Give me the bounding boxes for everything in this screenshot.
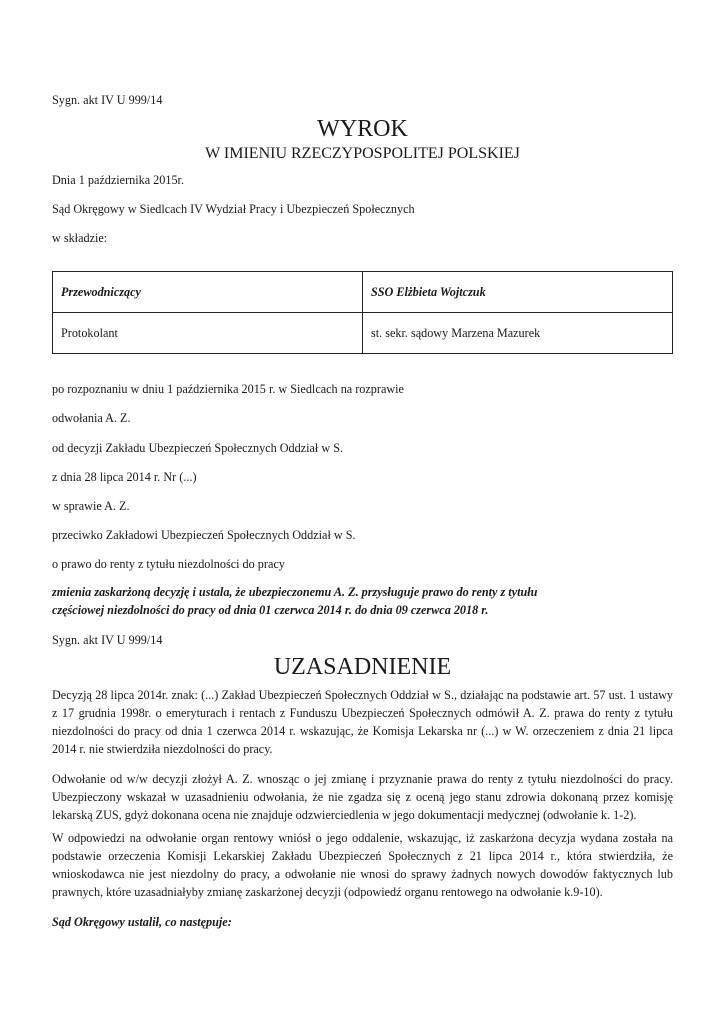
verdict-line-1: zmienia zaskarżoną decyzję i ustala, że ubezpieczonemu A. Z. przysługuje prawo do renty z tytułu <box>52 585 538 599</box>
case-decision-line: od decyzji Zakładu Ubezpieczeń Społecznych Oddział w S. <box>52 441 344 455</box>
justification-paragraph-3: W odpowiedzi na odwołanie organ rentowy wniósł o jego oddalenie, wskazując, iż zaskarżona decyzja wydana została na podstawie orzeczenia Komisji Lekarskiej Zakładu Ubezpieczeń Społecznych z 21 lipca 2014 r., która stwierdziła, że wnioskodawca nie jest niezdolny do pracy, a odwołanie nie wnosi do sprawy żadnych nowych dowodów faktycznych lub prawnych, które uzasadniałyby zmianę zaskarżonej decyzji (odpowiedź organu rentowego na odwołanie k.9-10). <box>52 831 673 899</box>
case-hearing-line: po rozpoznaniu w dniu 1 października 2015 r. w Siedlcach na rozprawie <box>52 382 404 396</box>
table-row <box>53 272 673 313</box>
justification-signature: Sygn. akt IV U 999/14 <box>52 633 163 647</box>
court-panel-table <box>52 271 673 354</box>
judgment-title: WYROK <box>317 116 408 142</box>
case-matter-line: w sprawie A. Z. <box>52 499 130 513</box>
judgment-subtitle: W IMIENIU RZECZYPOSPOLITEJ POLSKIEJ <box>205 145 520 162</box>
verdict-line-2: częściowej niezdolności do pracy od dnia 01 czerwca 2014 r. do dnia 09 czerwca 2018 r. <box>52 603 489 617</box>
panel-person-cell: st. sekr. sądowy Marzena Mazurek <box>363 313 673 354</box>
composition-label: w składzie: <box>52 231 108 245</box>
case-against-line: przeciwko Zakładowi Ubezpieczeń Społecznych Oddział w S. <box>52 528 356 542</box>
panel-person-cell: SSO Elżbieta Wojtczuk <box>363 272 673 313</box>
case-date-line: z dnia 28 lipca 2014 r. Nr (...) <box>52 470 197 484</box>
panel-role-cell: Przewodniczący <box>53 272 363 313</box>
justification-paragraph-1: Decyzją 28 lipca 2014r. znak: (...) Zakład Ubezpieczeń Społecznych Oddział w S., działając na podstawie art. 57 ust. 1 ustawy z 17 grudnia 1998r. o emeryturach i rentach z Funduszu Ubezpieczeń Społecznych odmówił A. Z. prawa do renty z tytułu niezdolności do pracy od dnia 1 czerwca 2014 r. wskazując, że Komisja Lekarska nr (...) w W. orzeczeniem z dnia 21 lipca 2014 r. nie stwierdziła niezdolności do pracy. <box>52 688 673 756</box>
justification-paragraph-2: Odwołanie od w/w decyzji złożył A. Z. wnosząc o jej zmianę i przyznanie prawa do renty z tytułu niezdolności do pracy. Ubezpieczony wskazał w uzasadnieniu odwołania, że nie zgadza się z oceną jego stanu zdrowia dokonaną przez komisję lekarską ZUS, gdyż dokonana ocena nie znajduje odzwierciedlenia w jego dokumentacji medycznej (odwołanie k. 1-2). <box>52 772 673 822</box>
justification-title: UZASADNIENIE <box>273 654 452 680</box>
panel-role-cell: Protokolant <box>53 313 363 354</box>
case-subject-line: o prawo do renty z tytułu niezdolności do pracy <box>52 557 285 571</box>
court-name: Sąd Okręgowy w Siedlcach IV Wydział Pracy i Ubezpieczeń Społecznych <box>52 202 415 216</box>
table-row <box>53 313 673 354</box>
case-appeal-line: odwołania A. Z. <box>52 411 131 425</box>
judgment-date: Dnia 1 października 2015r. <box>52 173 184 187</box>
case-signature: Sygn. akt IV U 999/14 <box>52 93 163 107</box>
findings-heading: Sąd Okręgowy ustalił, co następuje: <box>52 915 232 929</box>
